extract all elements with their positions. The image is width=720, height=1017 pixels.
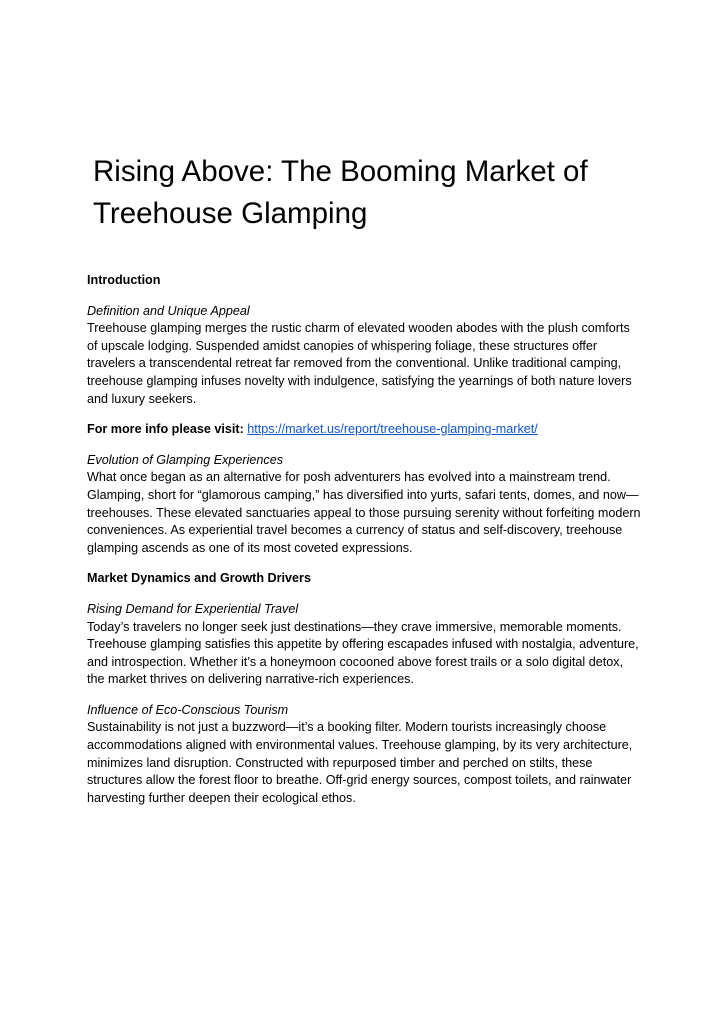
document-title: Rising Above: The Booming Market of Treehouse Glamping (93, 155, 588, 230)
paragraph-rising-demand: Today’s travelers no longer seek just destinations—they crave immersive, memorable moments. Treehouse glamping satisfies this appetite by offering escapades infused with nostalgia, adventure, and introspection. Whether it’s a honeymoon cocooned above forest trails or a solo digital detox, the market thrives on delivering narrative-rich experiences. (87, 619, 639, 687)
subheading-evolution: Evolution of Glamping Experiences (87, 452, 284, 467)
subheading-eco-tourism: Influence of Eco-Conscious Tourism (87, 702, 289, 717)
paragraph-eco-tourism: Sustainability is not just a buzzword—it’s a booking filter. Modern tourists increasingly choose accommodations aligned with environmental values. Treehouse glamping, by its very architecture, minimizes land disruption. Constructed with repurposed timber and perched on stilts, these structures allow the forest floor to breathe. Off-grid energy sources, compost toilets, and rainwater harvesting further deepen their ecological ethos. (87, 720, 633, 805)
paragraph-definition: Treehouse glamping merges the rustic charm of elevated wooden abodes with the plush comforts of upscale lodging. Suspended amidst canopies of whispering foliage, these structures offer travelers a transcendental retreat far removed from the conventional. Unlike traditional camping, treehouse glamping infuses novelty with indulgence, satisfying the yearnings of both nature lovers and luxury seekers. (87, 321, 632, 406)
more-info-label: For more info please visit: (87, 422, 244, 437)
subheading-definition: Definition and Unique Appeal (87, 303, 250, 318)
more-info-line (87, 421, 643, 439)
section-heading-introduction: Introduction (87, 273, 161, 287)
subheading-rising-demand: Rising Demand for Experiential Travel (87, 601, 299, 616)
more-info-link[interactable]: https://market.us/report/treehouse-glamping-market/ (247, 422, 538, 437)
document-body (87, 272, 643, 820)
section-heading-market-dynamics: Market Dynamics and Growth Drivers (87, 571, 311, 586)
paragraph-evolution: What once began as an alternative for posh adventurers has evolved into a mainstream trend. Glamping, short for “glamorous camping,” has diversified into yurts, safari tents, domes, and now—treehouses. These elevated sanctuaries appeal to those pursuing serenity without forfeiting modern conveniences. As experiential travel becomes a currency of status and self-discovery, treehouse glamping ascends as one of its most coveted expressions. (87, 470, 641, 555)
